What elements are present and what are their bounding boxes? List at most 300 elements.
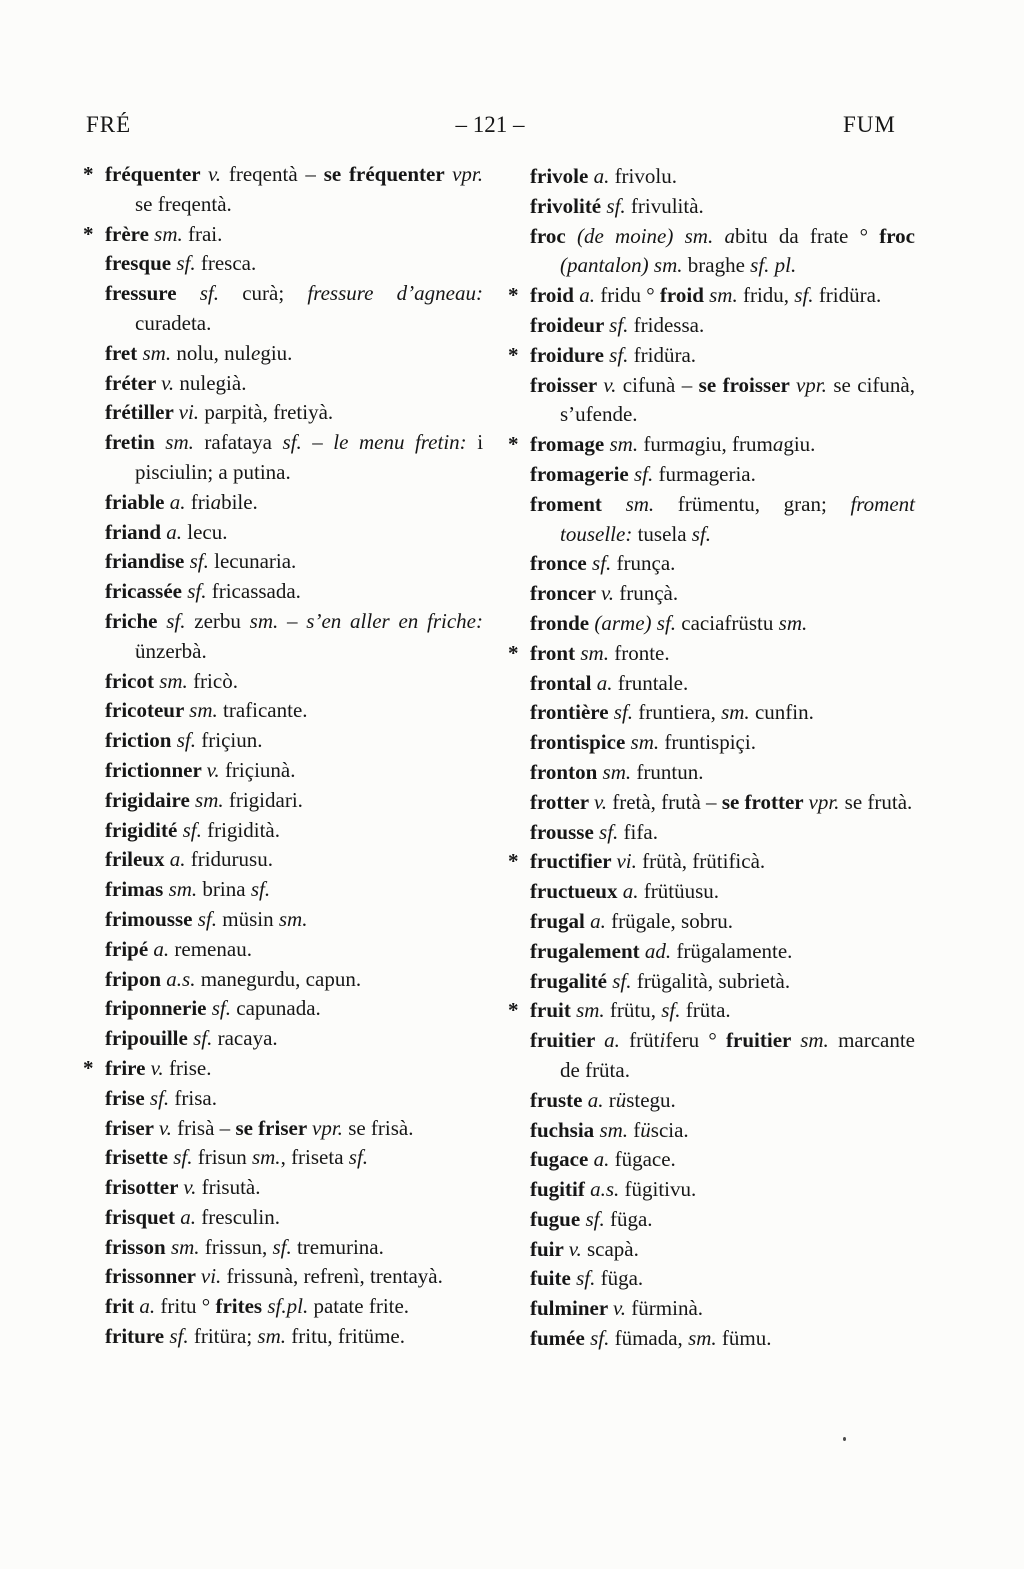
headword-text: fulminer [530,1296,614,1321]
dictionary-entry [105,339,483,369]
grammar-label: sm. [602,759,637,784]
translation-text: remenau. [174,936,252,961]
dictionary-entry [105,756,483,786]
headword-text: fructueux [530,879,623,904]
dictionary-entry [105,1024,483,1054]
translation-text: fümu. [721,1326,772,1351]
dictionary-entry [530,1175,915,1205]
headword-text: fret [105,340,143,365]
headword-text: frivolité [530,193,607,218]
headword-text: frugalement [530,938,645,963]
grammar-label: vpr. [312,1115,349,1140]
headword-text: fuir [530,1236,569,1261]
grammar-label: sf. [169,1324,194,1349]
translation-text: brina [202,877,251,902]
headword-text: fresque [105,251,177,276]
headword-text: fretin [105,430,166,455]
translation-text: frümentu, gran; [677,491,851,516]
translation-text: frisun [197,1145,252,1170]
grammar-label: sm. [576,998,610,1023]
dictionary-entry [105,786,483,816]
dictionary-entry [105,905,483,935]
grammar-label: v. [161,370,180,395]
grammar-label: (pantalon) sm. [560,253,688,278]
grammar-label: a [210,489,222,514]
headword-text: friction [105,728,177,753]
headword-text: fruitier [530,1028,605,1053]
dictionary-entry [530,1116,915,1146]
headword-text: frites [215,1294,268,1319]
grammar-label: sm. [257,1324,292,1349]
translation-text: se frisà. [348,1115,414,1140]
headword-text: fugitif [530,1177,591,1202]
grammar-label: a. [593,164,615,188]
headword-text: fumée [530,1326,591,1351]
headword-text: fugace [530,1147,594,1172]
headword-text: fripon [105,966,167,991]
grammar-label: vpr. [795,372,834,397]
grammar-label: v. [600,581,620,606]
translation-text: fürminà. [631,1296,704,1321]
grammar-label: a. [622,879,644,904]
entry-star-marker: * [83,1055,94,1080]
headword-text: frit [105,1294,140,1319]
dictionary-entry [508,430,915,460]
translation-text: bile. [221,489,258,514]
headword-text: fromagerie [530,461,634,486]
grammar-label: i [659,1028,666,1053]
grammar-label: a [724,223,735,248]
translation-text: tremurina. [296,1234,384,1259]
headword-text: froid [659,283,710,308]
dictionary-entry [105,398,483,428]
translation-text: parpità, fretiyà. [204,400,334,425]
translation-text: fifa. [623,819,658,844]
grammar-label: sf. [599,819,624,844]
grammar-label: vpr. [808,789,845,814]
translation-text: frivolu. [614,164,677,188]
page-header [0,112,1024,142]
headword-text: fronce [530,551,593,576]
translation-text: feru ° [665,1028,727,1053]
dictionary-entry [105,935,483,965]
dictionary-entry [530,549,915,579]
headword-text: frugalité [530,968,613,993]
grammar-label: sf. [176,728,202,753]
headword-text: frétiller [105,400,179,425]
translation-text: fügace. [614,1147,676,1172]
grammar-label: e [251,340,261,365]
dictionary-entry [105,845,483,875]
grammar-label: v. [568,1236,587,1261]
grammar-label: sf. [176,251,201,276]
grammar-label: sf. [173,1145,198,1170]
headword-text: frère [105,221,155,246]
translation-text: fruntale. [617,670,689,695]
dictionary-entry [530,1294,915,1324]
dictionary-entry [530,1264,915,1294]
dictionary-entry [530,1026,915,1086]
translation-text: – [287,608,307,633]
translation-text: braghe [687,253,751,278]
translation-text: fümada, [614,1326,689,1351]
grammar-label: ü [640,1117,651,1142]
headword-text: fripé [105,936,154,961]
entry-star-marker: * [508,432,519,457]
grammar-label: vi. [616,849,643,874]
translation-text: fridessa. [633,312,705,337]
grammar-label: sm. [278,906,308,931]
headword-text: fressure [105,281,200,306]
grammar-label: sf. [199,281,243,306]
headword-text: froidure [530,342,610,367]
headword-text: friponnerie [105,996,212,1021]
dictionary-entry [105,279,483,339]
translation-text: cifunà – [622,372,699,397]
translation-text: furmageria. [658,461,756,486]
headword-text: frire [105,1055,151,1080]
dictionary-entry [105,1203,483,1233]
headword-text: frisson [105,1234,171,1259]
entry-star-marker: * [508,283,519,308]
dictionary-entry [530,1086,915,1116]
translation-text: i pisciulin; a putina. [135,430,484,484]
translation-text: manegurdu, capun. [200,966,362,991]
translation-text: capunada. [236,996,321,1021]
grammar-label: sf. [585,1206,610,1231]
grammar-label: sm. [609,432,644,457]
grammar-label: ad. [644,938,677,963]
grammar-label: sf. [592,551,617,576]
translation-text: giu. [783,432,816,457]
headword-text: fronde [530,610,595,635]
headword-text: frise [105,1085,150,1110]
dictionary-entry [508,847,915,877]
grammar-label: sf. [794,283,819,308]
grammar-label: sf.pl. [267,1294,314,1319]
translation-text: fritu, fritüme. [291,1324,405,1349]
grammar-label: a.s. [166,966,201,991]
headword-text: frimas [105,877,169,902]
headword-text: frivole [530,164,594,188]
headword-text: froment [530,491,626,516]
dictionary-entry [530,311,915,341]
grammar-label: froment touselle: [560,491,916,546]
headword-text: fréquenter [105,162,209,186]
grammar-label: sf. [250,877,271,902]
translation-text: fresculin. [201,1204,280,1229]
headword-text: fricoteur [105,698,190,723]
grammar-label: sf. [189,549,215,574]
headword-text: frissonner [105,1264,201,1289]
dictionary-entry [105,696,483,726]
translation-text: zerbu [194,608,250,633]
scan-speck [843,1437,846,1441]
grammar-label: ü [615,1087,627,1112]
dictionary-entry [530,758,915,788]
grammar-label: a. [579,283,601,308]
grammar-label: a. [139,1294,161,1319]
dictionary-entry [105,488,483,518]
translation-text: nulegià. [179,370,247,395]
grammar-label: sm. [195,787,229,812]
grammar-label: sf. [211,996,237,1021]
dictionary-entry [105,369,483,399]
entry-star-marker: * [83,221,94,246]
headword-text: se frotter [721,789,809,814]
dictionary-entry [530,788,915,818]
translation-text: frigidari. [228,787,303,812]
translation-text: frissun, [204,1234,273,1259]
dictionary-entry [530,728,915,758]
grammar-label: sf. [661,998,686,1023]
grammar-label: v. [158,1115,178,1140]
dictionary-entry [530,579,915,609]
grammar-label: sm. [170,1234,205,1259]
translation-text: frütà, frütificà. [642,849,766,874]
dictionary-entry [105,1262,483,1292]
dictionary-entry [105,1292,483,1322]
headword-text: froideur [530,312,610,337]
grammar-label: sf. [197,906,223,931]
dictionary-entry [530,222,915,282]
grammar-label: sm. [165,430,205,455]
headword-text: frisquet [105,1204,181,1229]
headword-text: fruste [530,1087,588,1112]
headword-text: fuchsia [530,1117,600,1142]
grammar-label: a. [590,908,612,933]
dictionary-entry [83,160,483,220]
grammar-label: a. [587,1087,609,1112]
grammar-label: s’en aller en friche: [306,608,483,633]
headword-text: friture [105,1324,170,1349]
translation-text: giu, frum [694,432,773,457]
grammar-label: a [772,432,784,457]
grammar-label: sm. [189,698,223,723]
headword-text: se friser [235,1115,313,1140]
headword-text: fricot [105,668,160,693]
headword-text: frimousse [105,906,198,931]
grammar-label: sm. [625,491,678,516]
grammar-label: vi. [178,400,205,425]
grammar-label: vpr. [452,162,483,186]
grammar-label: sf. [272,1234,297,1259]
grammar-label: sf. pl. [750,253,797,278]
translation-text: friçiunà. [224,757,296,782]
dictionary-entry [530,669,915,699]
grammar-label: sm. [168,877,203,902]
translation-text: frügalamente. [676,938,793,963]
headword-text: frileux [105,847,170,872]
headword-text: frigidaire [105,787,196,812]
dictionary-entry [530,698,915,728]
dictionary-entry [105,577,483,607]
headword-text: frousse [530,819,600,844]
grammar-label: sm. [159,668,194,693]
grammar-label: v. [183,1175,202,1200]
translation-text: se frutà. [844,789,913,814]
headword-text: front [530,640,581,665]
dictionary-entry [105,1233,483,1263]
dictionary-entry [105,428,483,488]
dictionary-entry [105,994,483,1024]
column-left [83,160,484,1352]
translation-text: fruntispiçi. [664,730,756,755]
translation-text: se cifunà, s’ufende. [560,372,915,427]
headword-text: frugal [530,908,591,933]
entry-star-marker: * [508,998,519,1023]
dictionary-entry [530,192,915,222]
headword-text: fricassée [105,579,188,604]
grammar-label: sm. [709,283,743,308]
translation-text: fricò. [193,668,238,693]
translation-text: fridüra. [818,283,882,308]
headword-text: fuite [530,1266,577,1291]
dictionary-entry [508,281,915,311]
translation-text: früt [629,1028,660,1053]
translation-text: müsin [222,906,279,931]
translation-text: frügalità, subrietà. [636,968,791,993]
translation-text: fresca. [200,251,257,276]
grammar-label: a. [153,936,175,961]
translation-text: frigidità. [207,817,280,842]
headword-text: fugue [530,1206,586,1231]
entry-star-marker: * [508,849,519,874]
dictionary-entry [105,816,483,846]
grammar-label: a.s. [590,1177,625,1202]
grammar-label: sf. [576,1266,601,1291]
translation-text: fruntiera, [638,700,722,725]
grammar-label: sm. [800,1028,839,1053]
dictionary-entry [105,1143,483,1173]
headword-text: fronton [530,759,603,784]
headword-text: frisotter [105,1175,184,1200]
translation-text: scia. [650,1117,689,1142]
dictionary-entry [83,1054,483,1084]
translation-text: tusela [637,521,692,546]
grammar-label: sf. [691,521,712,546]
grammar-label: sf. [609,312,634,337]
translation-text: frisà – [177,1115,236,1140]
header-guide-word-right: FUM [843,112,896,137]
translation-text: fridu ° [600,283,660,308]
grammar-label: a. [166,519,188,544]
translation-text: furm [643,432,685,457]
grammar-label: sm. [249,608,288,633]
dictionary-entry [530,818,915,848]
grammar-label: sf. [612,968,637,993]
dictionary-entry [508,341,915,371]
headword-text: frotter [530,789,594,814]
translation-text: racaya. [217,1026,278,1051]
headword-text: fripouille [105,1026,194,1051]
translation-text: fri [190,489,211,514]
grammar-label: sf. [182,817,208,842]
translation-text: fretà, frutà – [612,789,722,814]
dictionary-entry [530,1145,915,1175]
headword-text: frontière [530,700,614,725]
grammar-label: v. [206,757,225,782]
translation-text: caciafrüstu [681,610,779,635]
grammar-label: v. [208,162,229,186]
dictionary-entry [530,967,915,997]
dictionary-entry [530,371,915,431]
grammar-label: v. [613,1296,632,1321]
entry-star-marker: * [83,162,94,186]
headword-text: friandise [105,549,190,574]
headword-text: fruit [530,998,577,1023]
dictionary-entry [530,877,915,907]
grammar-label: sf. [590,1326,615,1351]
grammar-label: sf. [609,342,634,367]
translation-text: curà; [242,281,308,306]
translation-text: frivulità. [630,193,704,218]
grammar-label: sf. [633,461,659,486]
grammar-label: (de moine) sm. [577,223,725,248]
translation-text: scapà. [586,1236,639,1261]
grammar-label: sf. [613,700,639,725]
translation-text: frunçà. [619,581,679,606]
grammar-label: sm. [251,1145,281,1170]
headword-text: se froisser [698,372,796,397]
translation-text: füga. [600,1266,644,1291]
entry-star-marker: * [508,640,519,665]
translation-text: fügitivu. [624,1177,697,1202]
translation-text: freqentà – [228,162,324,186]
dictionary-entry [508,996,915,1026]
headword-text: frontal [530,670,597,695]
translation-text: rafataya [204,430,283,455]
grammar-label: sf. [166,608,195,633]
header-guide-word-left: FRÉ [86,112,132,137]
grammar-label: sf. [149,1085,175,1110]
headword-text: fructifier [530,849,617,874]
dictionary-entry [530,907,915,937]
translation-text: patate frite. [313,1294,410,1319]
grammar-label: sf. [187,579,212,604]
dictionary-entry [105,547,483,577]
dictionary-entry [530,1205,915,1235]
grammar-label: sm. [721,700,755,725]
translation-text: fronte. [614,640,670,665]
headword-text: fruitier [726,1028,801,1053]
dictionary-entry [105,1114,483,1144]
translation-text: fridurusu. [190,847,273,872]
translation-text: f [633,1117,641,1142]
headword-text: friand [105,519,167,544]
grammar-label: a. [593,1147,615,1172]
grammar-label: a. [169,847,191,872]
translation-text: curadeta. [135,310,212,335]
grammar-label: a. [169,489,191,514]
grammar-label: v. [603,372,623,397]
translation-text: frütüusu. [643,879,719,904]
headword-text: friser [105,1115,159,1140]
grammar-label: sm. [599,1117,634,1142]
dictionary-entry [530,937,915,967]
translation-text: fridüra. [633,342,697,367]
dictionary-entry [83,220,483,250]
headword-text: froc [879,223,915,248]
grammar-label: sm. [688,1326,722,1351]
headword-text: froc [530,223,577,248]
translation-text: fridu, [742,283,795,308]
dictionary-entry [105,667,483,697]
grammar-label: sf. [606,193,631,218]
translation-text: bitu da frate ° [734,223,880,248]
dictionary-entry [105,518,483,548]
translation-text: ünzerbà. [135,638,207,663]
